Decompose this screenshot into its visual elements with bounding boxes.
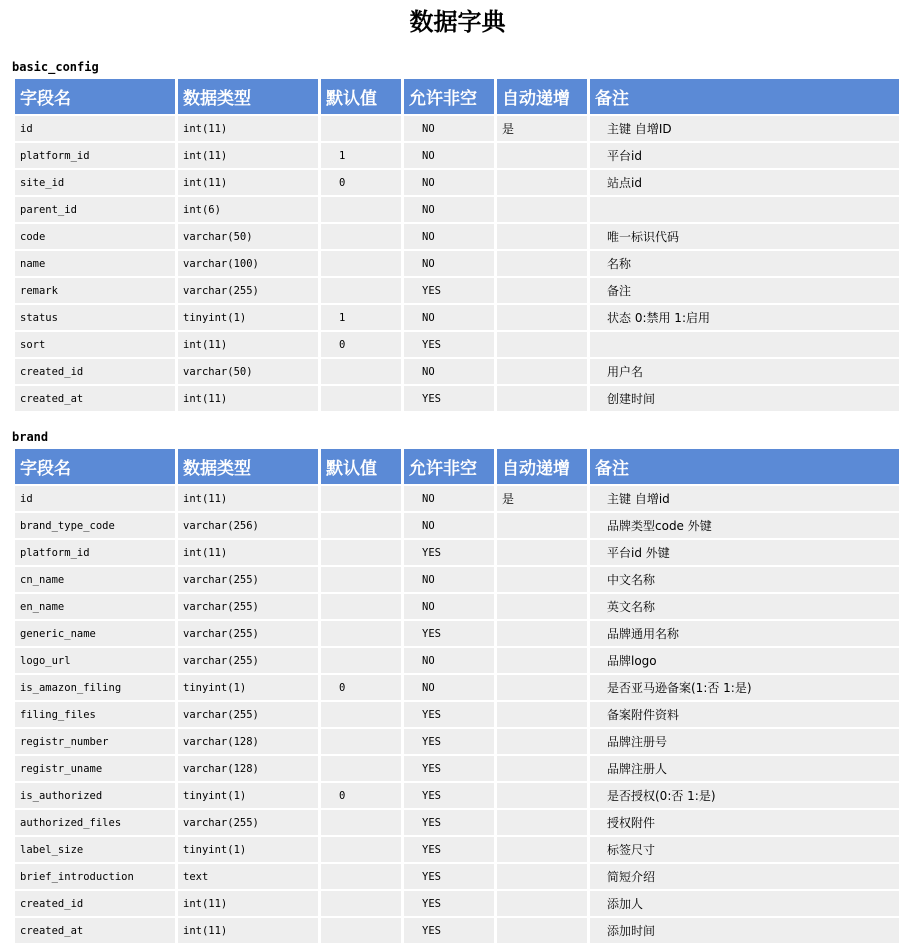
cell-nullable: YES	[404, 332, 494, 357]
cell-default-value	[321, 621, 401, 646]
table-row	[15, 837, 899, 862]
cell-auto-increment	[497, 783, 587, 808]
cell-nullable: NO	[404, 567, 494, 592]
cell-default-value: 0	[321, 332, 401, 357]
cell-field-name: label_size	[15, 837, 175, 862]
page-title: 数据字典	[409, 7, 506, 36]
column-header-comment: 备注	[590, 79, 899, 114]
table-row	[15, 756, 899, 781]
cell-data-type: varchar(255)	[178, 594, 318, 619]
cell-nullable: YES	[404, 756, 494, 781]
table-row	[15, 170, 899, 195]
cell-default-value: 1	[321, 305, 401, 330]
cell-auto-increment: 是	[497, 486, 587, 511]
data-dictionary-table	[12, 77, 902, 413]
cell-default-value	[321, 891, 401, 916]
cell-comment: 备案附件资料	[590, 702, 899, 727]
cell-data-type: int(11)	[178, 540, 318, 565]
cell-auto-increment	[497, 756, 587, 781]
cell-nullable: NO	[404, 648, 494, 673]
cell-default-value	[321, 567, 401, 592]
table-row	[15, 332, 899, 357]
cell-nullable: YES	[404, 702, 494, 727]
cell-data-type: int(11)	[178, 486, 318, 511]
cell-auto-increment	[497, 567, 587, 592]
table-row	[15, 783, 899, 808]
cell-comment: 平台id 外键	[590, 540, 899, 565]
cell-comment: 是否亚马逊备案(1:否 1:是)	[590, 675, 899, 700]
cell-data-type: varchar(255)	[178, 648, 318, 673]
cell-field-name: generic_name	[15, 621, 175, 646]
table-row	[15, 513, 899, 538]
cell-field-name: is_authorized	[15, 783, 175, 808]
cell-default-value	[321, 837, 401, 862]
cell-data-type: text	[178, 864, 318, 889]
cell-auto-increment	[497, 278, 587, 303]
cell-auto-increment	[497, 224, 587, 249]
cell-nullable: YES	[404, 864, 494, 889]
cell-nullable: NO	[404, 486, 494, 511]
table-row	[15, 197, 899, 222]
table-row	[15, 143, 899, 168]
cell-data-type: varchar(255)	[178, 702, 318, 727]
cell-comment: 标签尺寸	[590, 837, 899, 862]
cell-nullable: NO	[404, 594, 494, 619]
cell-field-name: code	[15, 224, 175, 249]
cell-auto-increment	[497, 170, 587, 195]
cell-data-type: int(11)	[178, 386, 318, 411]
cell-data-type: int(6)	[178, 197, 318, 222]
cell-comment: 主键 自增ID	[590, 116, 899, 141]
column-header-default-value: 默认值	[321, 449, 401, 484]
cell-nullable: YES	[404, 540, 494, 565]
header-row	[15, 449, 899, 484]
cell-default-value: 0	[321, 675, 401, 700]
column-header-comment: 备注	[590, 449, 899, 484]
cell-field-name: created_at	[15, 918, 175, 943]
table-row	[15, 486, 899, 511]
table-row	[15, 567, 899, 592]
cell-field-name: is_amazon_filing	[15, 675, 175, 700]
cell-comment: 平台id	[590, 143, 899, 168]
cell-data-type: int(11)	[178, 116, 318, 141]
cell-auto-increment	[497, 918, 587, 943]
cell-auto-increment	[497, 197, 587, 222]
cell-field-name: brief_introduction	[15, 864, 175, 889]
cell-data-type: tinyint(1)	[178, 837, 318, 862]
cell-default-value	[321, 864, 401, 889]
cell-default-value	[321, 729, 401, 754]
cell-default-value	[321, 197, 401, 222]
cell-default-value	[321, 810, 401, 835]
cell-comment: 品牌注册人	[590, 756, 899, 781]
cell-field-name: created_id	[15, 359, 175, 384]
cell-default-value	[321, 540, 401, 565]
cell-data-type: tinyint(1)	[178, 675, 318, 700]
table-row	[15, 594, 899, 619]
cell-default-value: 1	[321, 143, 401, 168]
column-header-field-name: 字段名	[15, 79, 175, 114]
table-row	[15, 278, 899, 303]
cell-field-name: name	[15, 251, 175, 276]
cell-nullable: NO	[404, 675, 494, 700]
cell-data-type: int(11)	[178, 332, 318, 357]
cell-default-value	[321, 486, 401, 511]
table-row	[15, 540, 899, 565]
cell-nullable: NO	[404, 143, 494, 168]
cell-default-value	[321, 359, 401, 384]
cell-default-value	[321, 513, 401, 538]
cell-field-name: site_id	[15, 170, 175, 195]
cell-auto-increment	[497, 891, 587, 916]
cell-field-name: logo_url	[15, 648, 175, 673]
cell-default-value	[321, 224, 401, 249]
cell-data-type: varchar(255)	[178, 567, 318, 592]
cell-auto-increment	[497, 143, 587, 168]
cell-field-name: registr_number	[15, 729, 175, 754]
table-row	[15, 891, 899, 916]
cell-nullable: YES	[404, 810, 494, 835]
cell-default-value	[321, 918, 401, 943]
cell-comment: 创建时间	[590, 386, 899, 411]
cell-auto-increment	[497, 513, 587, 538]
cell-data-type: varchar(255)	[178, 810, 318, 835]
cell-default-value	[321, 251, 401, 276]
cell-data-type: varchar(255)	[178, 278, 318, 303]
cell-default-value	[321, 702, 401, 727]
cell-comment: 品牌logo	[590, 648, 899, 673]
cell-nullable: YES	[404, 918, 494, 943]
cell-auto-increment	[497, 837, 587, 862]
cell-default-value: 0	[321, 783, 401, 808]
cell-field-name: filing_files	[15, 702, 175, 727]
column-header-default-value: 默认值	[321, 79, 401, 114]
table-row	[15, 702, 899, 727]
cell-default-value	[321, 116, 401, 141]
cell-auto-increment	[497, 810, 587, 835]
cell-field-name: remark	[15, 278, 175, 303]
table-row	[15, 251, 899, 276]
cell-auto-increment	[497, 305, 587, 330]
cell-auto-increment	[497, 621, 587, 646]
cell-field-name: cn_name	[15, 567, 175, 592]
cell-field-name: authorized_files	[15, 810, 175, 835]
cell-data-type: int(11)	[178, 891, 318, 916]
cell-comment: 添加人	[590, 891, 899, 916]
cell-comment: 品牌类型code 外键	[590, 513, 899, 538]
cell-auto-increment	[497, 648, 587, 673]
cell-field-name: created_id	[15, 891, 175, 916]
cell-auto-increment	[497, 332, 587, 357]
column-header-nullable: 允许非空	[404, 449, 494, 484]
cell-nullable: NO	[404, 197, 494, 222]
cell-default-value	[321, 756, 401, 781]
column-header-data-type: 数据类型	[178, 449, 318, 484]
cell-auto-increment	[497, 540, 587, 565]
cell-comment: 主键 自增id	[590, 486, 899, 511]
table-name: brand	[12, 430, 49, 444]
cell-auto-increment	[497, 729, 587, 754]
cell-field-name: created_at	[15, 386, 175, 411]
cell-auto-increment: 是	[497, 116, 587, 141]
cell-nullable: NO	[404, 170, 494, 195]
cell-nullable: YES	[404, 278, 494, 303]
table-row	[15, 729, 899, 754]
cell-nullable: NO	[404, 224, 494, 249]
cell-nullable: YES	[404, 621, 494, 646]
column-header-field-name: 字段名	[15, 449, 175, 484]
cell-data-type: int(11)	[178, 918, 318, 943]
cell-data-type: int(11)	[178, 170, 318, 195]
cell-nullable: YES	[404, 891, 494, 916]
cell-auto-increment	[497, 359, 587, 384]
cell-comment: 品牌通用名称	[590, 621, 899, 646]
cell-default-value: 0	[321, 170, 401, 195]
cell-nullable: NO	[404, 251, 494, 276]
table-row	[15, 116, 899, 141]
table-row	[15, 810, 899, 835]
cell-data-type: varchar(100)	[178, 251, 318, 276]
cell-data-type: varchar(50)	[178, 224, 318, 249]
table-row	[15, 918, 899, 943]
cell-nullable: NO	[404, 305, 494, 330]
cell-auto-increment	[497, 386, 587, 411]
cell-auto-increment	[497, 675, 587, 700]
column-header-nullable: 允许非空	[404, 79, 494, 114]
column-header-auto-increment: 自动递增	[497, 449, 587, 484]
cell-default-value	[321, 594, 401, 619]
cell-data-type: varchar(128)	[178, 756, 318, 781]
cell-nullable: NO	[404, 116, 494, 141]
table-row	[15, 224, 899, 249]
cell-comment: 状态 0:禁用 1:启用	[590, 305, 899, 330]
cell-comment	[590, 332, 899, 357]
cell-nullable: YES	[404, 783, 494, 808]
cell-data-type: int(11)	[178, 143, 318, 168]
cell-field-name: brand_type_code	[15, 513, 175, 538]
cell-comment: 唯一标识代码	[590, 224, 899, 249]
cell-default-value	[321, 386, 401, 411]
table-row	[15, 864, 899, 889]
cell-comment: 备注	[590, 278, 899, 303]
cell-comment: 站点id	[590, 170, 899, 195]
header-row	[15, 79, 899, 114]
cell-comment: 英文名称	[590, 594, 899, 619]
column-header-auto-increment: 自动递增	[497, 79, 587, 114]
cell-nullable: YES	[404, 729, 494, 754]
cell-field-name: platform_id	[15, 540, 175, 565]
cell-field-name: status	[15, 305, 175, 330]
cell-field-name: id	[15, 116, 175, 141]
cell-comment: 简短介绍	[590, 864, 899, 889]
cell-comment: 授权附件	[590, 810, 899, 835]
cell-field-name: registr_uname	[15, 756, 175, 781]
table-row	[15, 386, 899, 411]
cell-data-type: tinyint(1)	[178, 305, 318, 330]
cell-auto-increment	[497, 864, 587, 889]
column-header-data-type: 数据类型	[178, 79, 318, 114]
cell-field-name: id	[15, 486, 175, 511]
cell-comment	[590, 197, 899, 222]
cell-auto-increment	[497, 594, 587, 619]
table-row	[15, 359, 899, 384]
cell-comment: 是否授权(0:否 1:是)	[590, 783, 899, 808]
data-dictionary-table	[12, 447, 902, 945]
table-row	[15, 621, 899, 646]
cell-comment: 中文名称	[590, 567, 899, 592]
tables-container	[0, 57, 915, 945]
cell-comment: 用户名	[590, 359, 899, 384]
table-row	[15, 305, 899, 330]
cell-data-type: varchar(50)	[178, 359, 318, 384]
cell-default-value	[321, 278, 401, 303]
cell-nullable: YES	[404, 837, 494, 862]
cell-data-type: varchar(255)	[178, 621, 318, 646]
cell-auto-increment	[497, 702, 587, 727]
cell-comment: 品牌注册号	[590, 729, 899, 754]
table-name: basic_config	[12, 60, 99, 74]
cell-data-type: varchar(128)	[178, 729, 318, 754]
cell-field-name: platform_id	[15, 143, 175, 168]
cell-comment: 添加时间	[590, 918, 899, 943]
cell-nullable: NO	[404, 359, 494, 384]
cell-data-type: varchar(256)	[178, 513, 318, 538]
cell-auto-increment	[497, 251, 587, 276]
cell-field-name: en_name	[15, 594, 175, 619]
table-row	[15, 675, 899, 700]
cell-nullable: NO	[404, 513, 494, 538]
cell-comment: 名称	[590, 251, 899, 276]
cell-data-type: tinyint(1)	[178, 783, 318, 808]
table-row	[15, 648, 899, 673]
cell-field-name: parent_id	[15, 197, 175, 222]
cell-nullable: YES	[404, 386, 494, 411]
cell-field-name: sort	[15, 332, 175, 357]
cell-default-value	[321, 648, 401, 673]
